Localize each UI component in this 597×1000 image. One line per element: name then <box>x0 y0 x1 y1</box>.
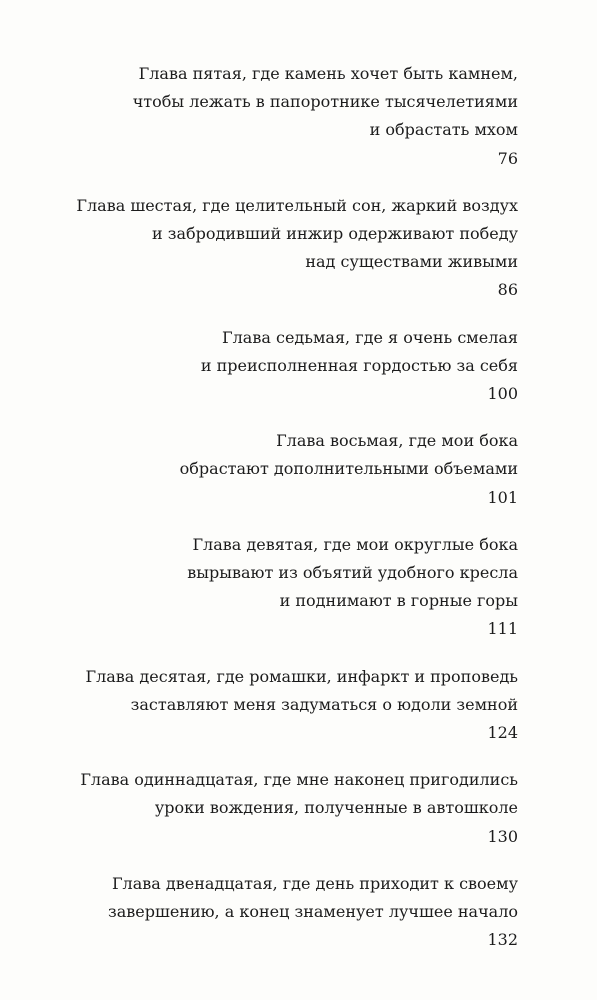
toc-entry-page-number: 111 <box>487 619 518 639</box>
toc-entry-title-line: заставляют меня задуматься о юдоли земной <box>130 694 518 714</box>
toc-entry-chapter-11 <box>38 766 518 851</box>
table-of-contents <box>38 60 518 973</box>
toc-entry-title-line: и обрастать мхом <box>369 120 518 140</box>
toc-entry-title-line: и поднимают в горные горы <box>279 591 518 611</box>
toc-entry-page-number: 132 <box>487 930 518 950</box>
toc-entry-title-line: и забродивший инжир одерживают победу <box>151 224 518 244</box>
toc-entry-page-number: 130 <box>487 826 518 846</box>
toc-entry-title-line: Глава одиннадцатая, где мне наконец пригодились <box>80 770 518 790</box>
toc-entry-title-line: Глава десятая, где ромашки, инфаркт и проповедь <box>85 666 518 686</box>
toc-entry-title-line: Глава восьмая, где мои бока <box>276 431 518 451</box>
toc-entry-chapter-9 <box>38 531 518 644</box>
toc-entry-title-line: Глава двенадцатая, где день приходит к своему <box>111 873 518 893</box>
toc-entry-title-line: Глава шестая, где целительный сон, жаркий воздух <box>76 195 518 215</box>
toc-entry-page-number: 124 <box>487 723 518 743</box>
toc-entry-title-line: обрастают дополнительными объемами <box>179 459 518 479</box>
toc-entry-title-line: и преисполненная гордостью за себя <box>200 355 518 375</box>
toc-entry-title-line: завершению, а конец знаменует лучшее начало <box>107 902 518 922</box>
toc-entry-chapter-8 <box>38 427 518 512</box>
toc-entry-title-line: уроки вождения, полученные в автошколе <box>154 798 518 818</box>
toc-entry-chapter-10 <box>38 663 518 748</box>
toc-entry-title-line: вырывают из объятий удобного кресла <box>187 563 518 583</box>
toc-entry-title-line: Глава седьмая, где я очень смелая <box>222 327 518 347</box>
toc-entry-chapter-5 <box>38 60 518 173</box>
toc-entry-title-line: Глава девятая, где мои округлые бока <box>192 534 518 554</box>
toc-entry-title-line: чтобы лежать в папоротнике тысячелетиями <box>132 92 518 112</box>
toc-entry-page-number: 101 <box>487 487 518 507</box>
toc-entry-chapter-12 <box>38 870 518 955</box>
toc-entry-title-line: Глава пятая, где камень хочет быть камнем, <box>138 64 518 83</box>
toc-entry-title-line: над существами живыми <box>305 252 518 272</box>
toc-entry-page-number: 76 <box>497 148 518 168</box>
toc-entry-page-number: 86 <box>497 280 518 300</box>
toc-entry-chapter-6 <box>38 192 518 305</box>
toc-entry-page-number: 100 <box>487 384 518 404</box>
toc-entry-chapter-7 <box>38 324 518 409</box>
